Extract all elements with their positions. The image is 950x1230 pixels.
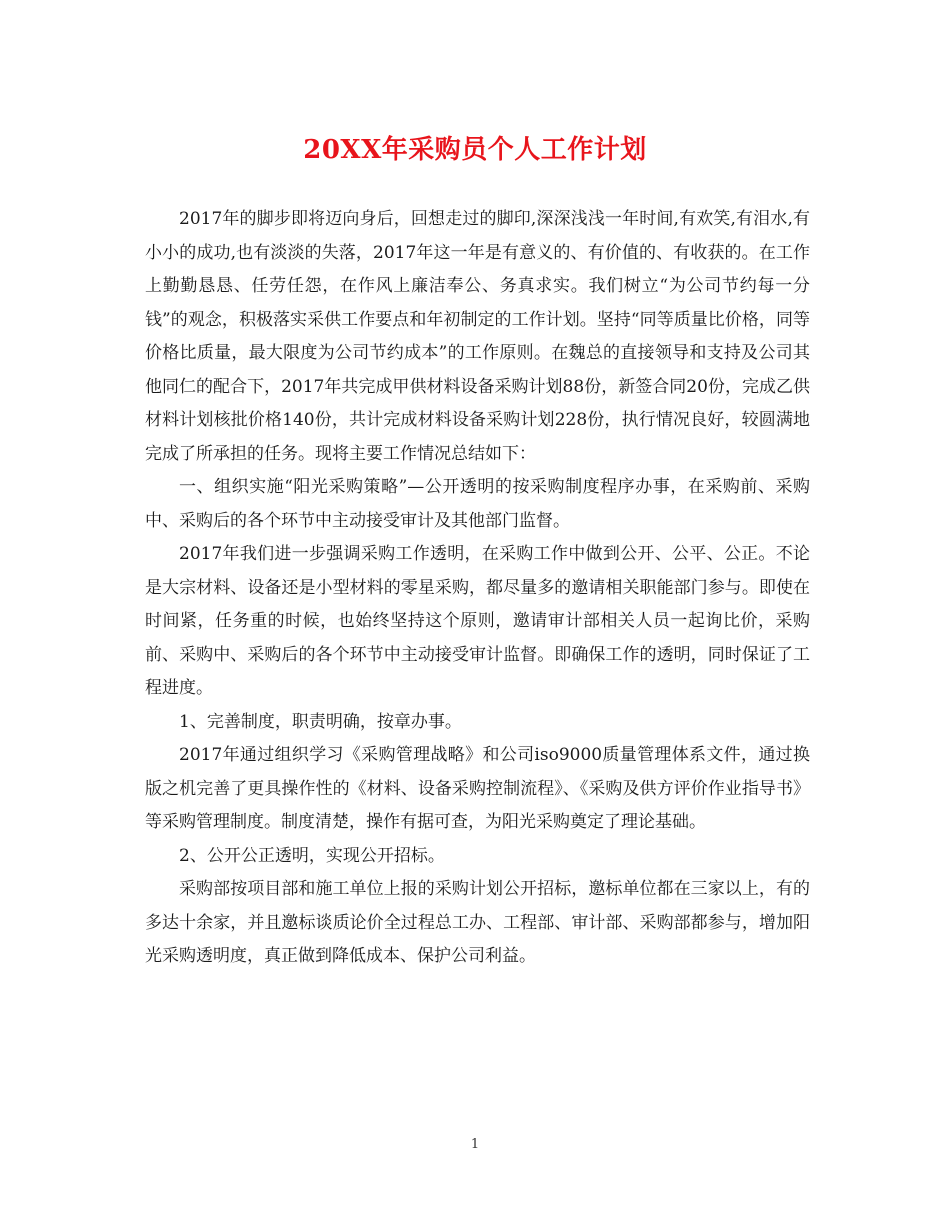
paragraph-item-one-body: 2017年通过组织学习《采购管理战略》和公司iso9000质量管理体系文件，通过换版之机完善了更具操作性的《材料、设备采购控制流程》、《采购及供方评价作业指导书》等采购管理制度。制度清楚，操作有据可查，为阳光采购奠定了理论基础。 — [145, 745, 810, 832]
paragraph-item-two-body: 采购部按项目部和施工单位上报的采购计划公开招标，邀标单位都在三家以上，有的多达十余家，并且邀标谈质论价全过程总工办、工程部、审计部、采购部都参与，增加阳光采购透明度，真正做到降低成本、保护公司利益。 — [145, 879, 810, 966]
paragraph-intro: 2017年的脚步即将迈向身后，回想走过的脚印,深深浅浅一年时间,有欢笑,有泪水,有小小的成功,也有淡淡的失落，2017年这一年是有意义的、有价值的、有收获的。在工作上勤勤恳恳、任劳任怨，在作风上廉洁奉公、务真求实。我们树立“为公司节约每一分钱”的观念，积极落实采供工作要点和年初制定的工作计划。坚持“同等质量比价格，同等价格比质量，最大限度为公司节约成本”的工作原则。在魏总的直接领导和支持及公司其他同仁的配合下，2017年共完成甲供材料设备采购计划88份，新签合同20份，完成乙供材料计划核批价格140份，共计完成材料设备采购计划228份，执行情况良好，较圆满地完成了所承担的任务。现将主要工作情况总结如下： — [145, 209, 810, 464]
page-number: 1 — [470, 1137, 480, 1152]
paragraph-item-one-heading: 1、完善制度，职责明确，按章办事。 — [179, 711, 462, 732]
paragraph-item-two-heading: 2、公开公正透明，实现公开招标。 — [179, 845, 445, 866]
document-body — [145, 203, 810, 974]
paragraph-section-one: 一、组织实施“阳光采购策略”—公开透明的按采购制度程序办事，在采购前、采购中、采购后的各个环节中主动接受审计及其他部门监督。 — [145, 477, 810, 531]
paragraph-transparency: 2017年我们进一步强调采购工作透明，在采购工作中做到公开、公平、公正。不论是大宗材料、设备还是小型材料的零星采购，都尽量多的邀请相关职能部门参与。即使在时间紧，任务重的时候，也始终坚持这个原则，邀请审计部相关人员一起询比价，采购前、采购中、采购后的各个环节中主动接受审计监督。即确保工作的透明，同时保证了工程进度。 — [145, 544, 810, 698]
document-title: 20XX年采购员个人工作计划 — [303, 135, 647, 165]
